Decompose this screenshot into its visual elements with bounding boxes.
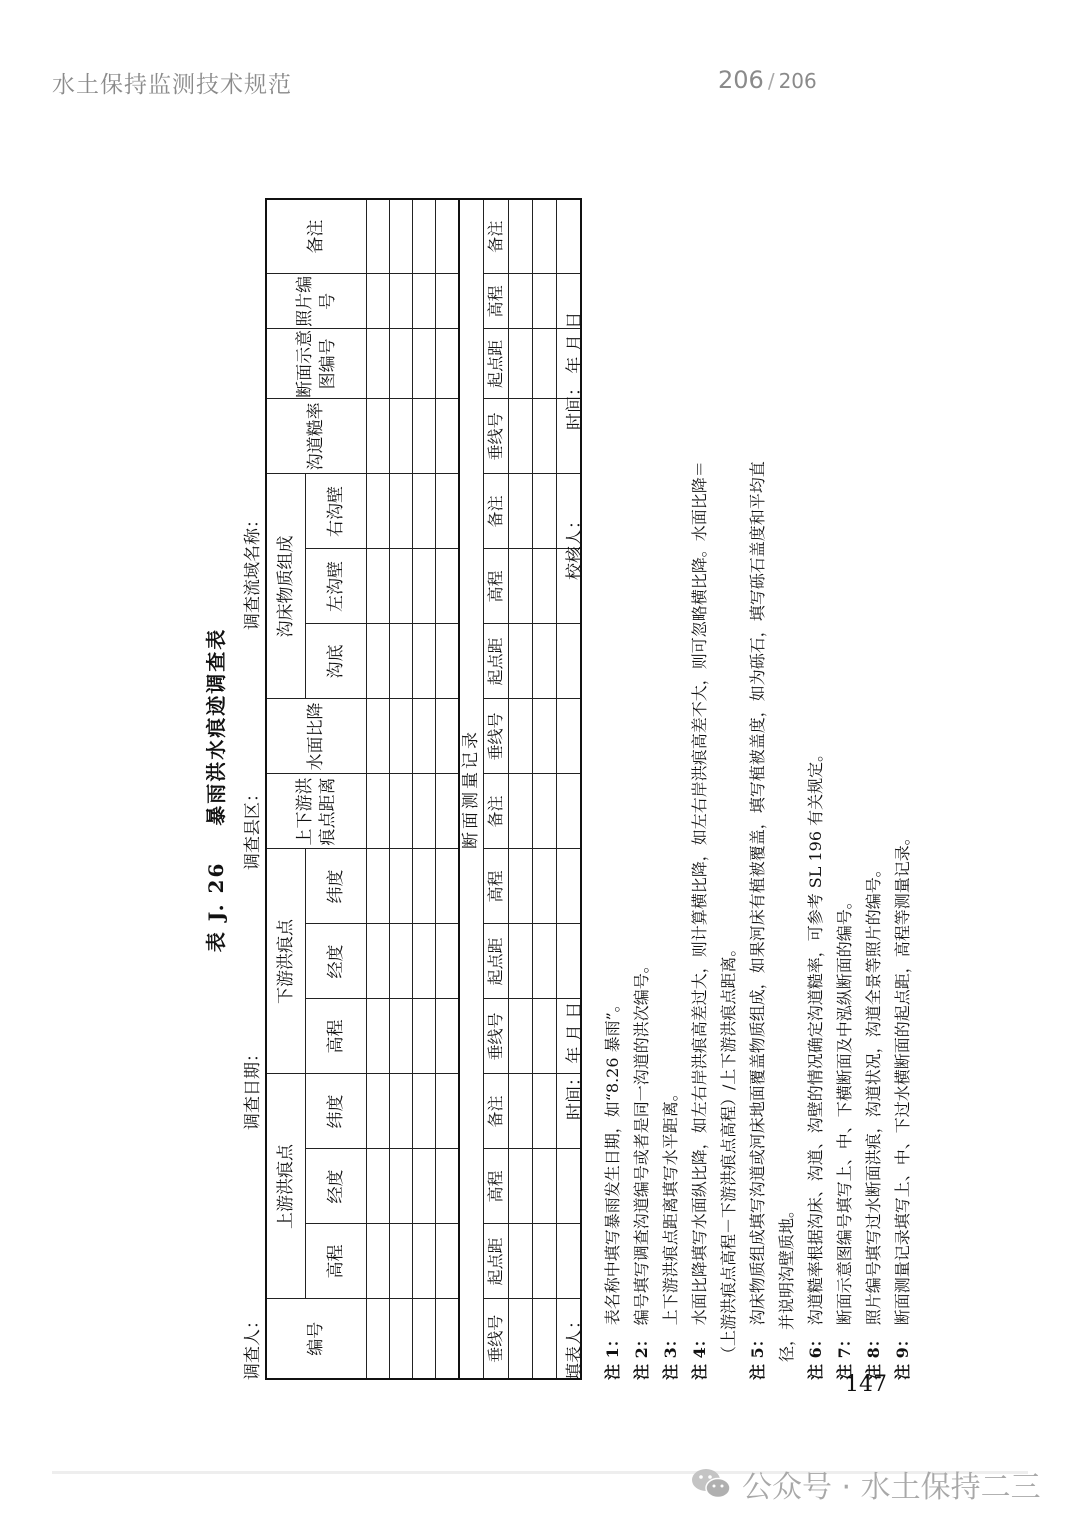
note-9 xyxy=(888,200,917,1380)
note-label: 注 3： xyxy=(661,1331,680,1380)
up-latitude-header: 纬度 xyxy=(306,1074,367,1149)
note-label: 注 8： xyxy=(864,1331,883,1380)
basin-label: 调查流域名称： xyxy=(243,511,263,630)
total-pages: 206 xyxy=(778,69,817,93)
sub-header: 垂线号 xyxy=(483,999,508,1074)
checker-label: 校核人： xyxy=(565,512,585,580)
up-elevation-header: 高程 xyxy=(306,1224,367,1299)
note-2 xyxy=(627,200,656,1380)
down-elevation-header: 高程 xyxy=(306,999,367,1074)
sub-header: 起点距 xyxy=(483,1224,508,1299)
note-label: 注 5： xyxy=(748,1331,767,1380)
page-indicator xyxy=(718,66,817,94)
table-row xyxy=(508,199,532,1379)
table-row xyxy=(367,199,390,1379)
note-label: 注 2： xyxy=(632,1331,651,1380)
note-text: 径，并说明沟壁质地。 xyxy=(777,1201,796,1362)
sub-header: 垂线号 xyxy=(483,1299,508,1379)
bed-bottom-header: 沟底 xyxy=(306,624,367,699)
note-text: 断面示意图编号填写上、中、下横断面及中泓纵断面的编号。 xyxy=(835,893,854,1326)
note-text: 断面测量记录填写上、中、下过水横断面的起点距，高程等测量记录。 xyxy=(893,829,912,1326)
table-title: 暴雨洪水痕迹调查表 xyxy=(204,627,228,826)
note-text: （上游洪痕点高程－下游洪痕点高程）/上下游洪痕点距离。 xyxy=(719,940,738,1362)
sub-header: 垂线号 xyxy=(483,699,508,774)
table-row xyxy=(413,199,436,1379)
reader-header xyxy=(0,0,1080,170)
watermark-text: 公众号 · 水土保持二三 xyxy=(742,1470,1041,1505)
section-sketch-header: 断面示意图编号 xyxy=(266,329,367,399)
notes-block xyxy=(598,200,917,1380)
rotated-page-content xyxy=(200,200,912,1380)
bed-material-header: 沟床物质组成 xyxy=(266,474,306,699)
note-text: 上下游洪痕点距离填写水平距离。 xyxy=(661,1085,680,1326)
note-5-continued xyxy=(772,200,801,1380)
distance-header: 上下游洪痕点距离 xyxy=(266,774,367,849)
sub-header: 垂线号 xyxy=(483,399,508,474)
note-4-continued xyxy=(714,200,743,1380)
note-text: 编号填写调查沟道编号或者是同一沟道的洪次编号。 xyxy=(632,957,651,1326)
remarks-header: 备注 xyxy=(266,199,367,274)
sub-header: 备注 xyxy=(483,199,508,274)
note-label: 注 4： xyxy=(690,1331,709,1380)
wechat-icon xyxy=(690,1466,732,1502)
note-label: 注 7： xyxy=(835,1331,854,1380)
time1-label: 时间： 年 月 日 xyxy=(565,1001,585,1120)
page-separator: / xyxy=(767,69,775,93)
up-longitude-header: 经度 xyxy=(306,1149,367,1224)
note-3 xyxy=(656,200,685,1380)
date-label: 调查日期： xyxy=(243,1045,263,1130)
table-row xyxy=(532,199,556,1379)
wechat-watermark xyxy=(690,1462,1041,1506)
sub-header: 备注 xyxy=(483,474,508,549)
note-text: 沟道糙率根据沟床、沟道、沟壁的情况确定沟道糙率，可参考 SL 196 有关规定。 xyxy=(806,745,825,1326)
photo-no-header: 照片编号 xyxy=(266,274,367,329)
note-7 xyxy=(830,200,859,1380)
sub-header: 备注 xyxy=(483,1074,508,1149)
filler-label: 填表人： xyxy=(565,1312,585,1380)
note-label: 注 9： xyxy=(893,1331,912,1380)
sub-header: 高程 xyxy=(483,549,508,624)
col-id-header: 编号 xyxy=(266,1299,367,1379)
note-4 xyxy=(685,200,714,1380)
document-title: 水土保持监测技术规范 xyxy=(52,72,292,98)
printed-page-number: 147 xyxy=(845,1372,887,1397)
upstream-header: 上游洪痕点 xyxy=(266,1074,306,1299)
current-page: 206 xyxy=(718,66,764,94)
note-label: 注 6： xyxy=(806,1331,825,1380)
table-number: 表 J. 26 xyxy=(204,861,228,953)
note-5 xyxy=(743,200,772,1380)
left-wall-header: 左沟壁 xyxy=(306,549,367,624)
note-text: 照片编号填写过水断面洪痕，沟道状况，沟道全景等照片的编号。 xyxy=(864,861,883,1326)
survey-table xyxy=(265,198,582,1380)
roughness-header: 沟道糙率 xyxy=(266,399,367,474)
sub-header: 起点距 xyxy=(483,924,508,999)
sub-header: 备注 xyxy=(483,774,508,849)
note-text: 表名称中填写暴雨发生日期，如“8.26 暴雨”。 xyxy=(603,996,622,1326)
down-latitude-header: 纬度 xyxy=(306,849,367,924)
county-label: 调查县区： xyxy=(243,785,263,870)
right-wall-header: 右沟壁 xyxy=(306,474,367,549)
note-6 xyxy=(801,200,830,1380)
sub-header: 高程 xyxy=(483,274,508,329)
sub-header: 高程 xyxy=(483,849,508,924)
note-text: 水面比降填写水面纵比降，如左右岸洪痕高差过大，则计算横比降，如左右岸洪痕高差不大，则可忽略横比降。水面比降＝ xyxy=(690,461,709,1326)
note-8 xyxy=(859,200,888,1380)
table-caption xyxy=(200,200,229,1380)
down-longitude-header: 经度 xyxy=(306,924,367,999)
note-label: 注 1： xyxy=(603,1331,622,1380)
sub-header: 高程 xyxy=(483,1149,508,1224)
time2-label: 时间： 年 月 日 xyxy=(565,311,585,430)
note-1 xyxy=(598,200,627,1380)
section-record-header: 断面测量记录 xyxy=(459,199,483,1379)
investigator-label: 调查人： xyxy=(243,1312,263,1380)
slope-header: 水面比降 xyxy=(266,699,367,774)
sub-header: 起点距 xyxy=(483,329,508,399)
table-row xyxy=(436,199,460,1379)
downstream-header: 下游洪痕点 xyxy=(266,849,306,1074)
sub-header: 起点距 xyxy=(483,624,508,699)
note-text: 沟床物质组成填写沟道或河床地面覆盖物质组成，如果河床有植被覆盖，填写植被盖度，如为砾石，填写砾石盖度和平均直 xyxy=(748,461,767,1326)
table-row xyxy=(390,199,413,1379)
